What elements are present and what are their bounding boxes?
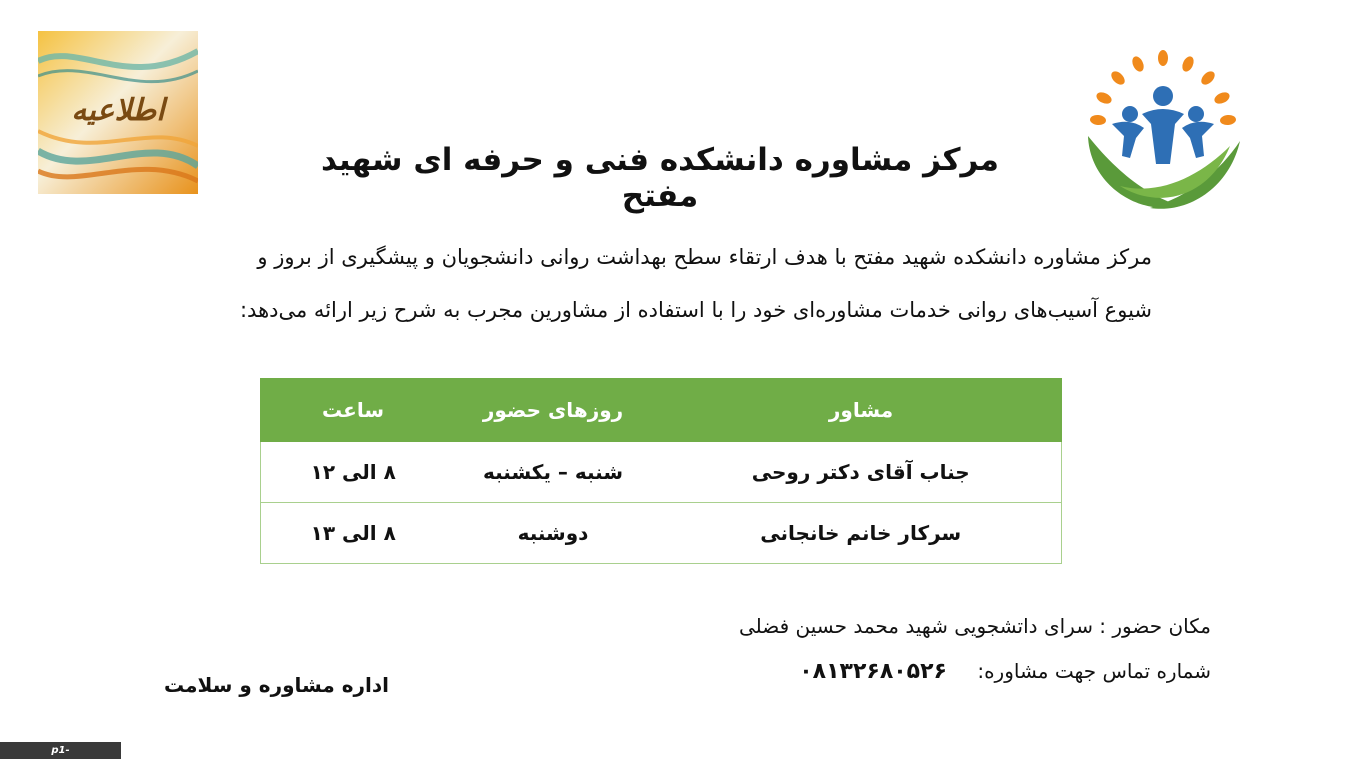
header-counselor: مشاور [661, 379, 1062, 442]
intro-line-2: شیوع آسیب‌های روانی خدمات مشاوره‌ای خود را با استفاده از مشاورین مجرب به شرح زیر ارائه می‌دهد: [239, 298, 1152, 322]
badge-title: اطلاعیه [71, 93, 165, 128]
site-url-tag: p1-hamedan.tvu.ac.ir [0, 742, 121, 759]
counselor-schedule-table [260, 378, 1062, 564]
header-hours: ساعت [261, 379, 446, 442]
table-row [261, 503, 1062, 564]
announcement-badge [38, 31, 198, 194]
counselor-name: سرکار خانم خانجانی [661, 503, 1062, 564]
attendance-hours: ۸ الی ۱۲ [261, 442, 446, 503]
location-text: مکان حضور : سرای داتشجویی شهید محمد حسین فضلی [738, 614, 1211, 638]
attendance-days: دوشنبه [446, 503, 661, 564]
phone-number: ۰۸۱۳۲۶۸۰۵۲۶ [799, 659, 947, 684]
table-row [261, 442, 1062, 503]
attendance-hours: ۸ الی ۱۳ [261, 503, 446, 564]
office-signature: اداره مشاوره و سلامت [164, 673, 390, 697]
phone-label: شماره تماس جهت مشاوره: [977, 659, 1211, 683]
header-days: روزهای حضور [446, 379, 661, 442]
phone-row [799, 659, 1211, 684]
counselor-name: جناب آقای دکتر روحی [661, 442, 1062, 503]
table-header-row [261, 379, 1062, 442]
intro-line-1: مرکز مشاوره دانشکده شهید مفتح با هدف ارتقاء سطح بهداشت روانی دانشجویان و پیشگیری از بروز و [257, 245, 1152, 269]
page-title: مرکز مشاوره دانشکده فنی و حرفه ای شهید مفتح [321, 142, 999, 214]
people-figures [1112, 86, 1214, 164]
attendance-days: شنبه – یکشنبه [446, 442, 661, 503]
center-logo [1080, 46, 1246, 214]
